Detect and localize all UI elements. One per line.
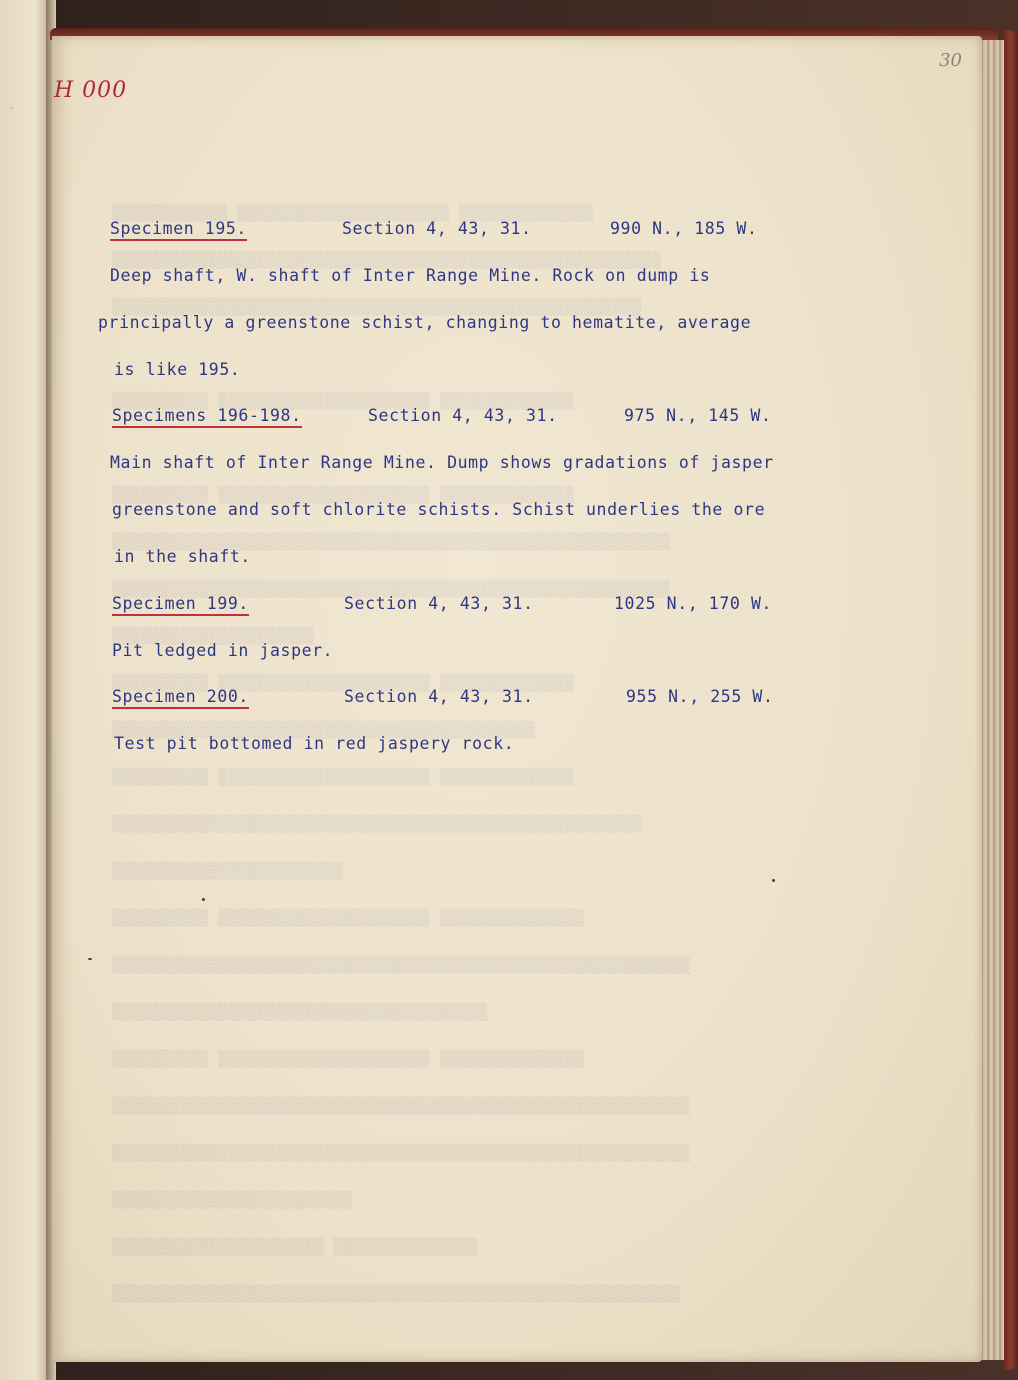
entry-heading-195 — [110, 219, 247, 241]
section-ref: Section 4, 43, 31. — [344, 687, 534, 706]
bleed-through-texture: ▒▒▒▒▒▒▒▒▒▒ ▒▒▒▒▒▒▒▒▒▒▒▒▒▒▒▒▒▒▒▒▒▒ ▒▒▒▒▒▒▒▒▒▒▒▒▒▒ — [112, 674, 575, 692]
bleed-through-texture: ▒▒▒▒▒▒▒▒▒▒▒▒▒▒▒▒▒▒▒▒▒▒▒▒▒▒▒▒▒▒▒▒▒▒▒▒▒▒▒▒▒▒▒▒▒▒▒▒▒▒▒▒▒▒▒▒▒ — [112, 251, 662, 269]
paper-speck — [88, 958, 92, 960]
bleed-through-texture: ▒▒▒▒▒▒▒▒▒▒▒▒▒▒▒▒▒▒▒▒▒▒▒▒▒▒▒▒▒▒▒▒▒▒▒▒▒▒▒▒▒▒▒▒▒▒▒▒▒▒▒▒▒▒▒ — [112, 815, 642, 833]
bleed-through-texture: ▒▒▒▒▒▒▒▒▒▒▒▒▒▒▒▒▒▒▒▒▒▒▒▒▒ — [112, 1191, 353, 1209]
description-line: Test pit bottomed in red jaspery rock. — [114, 734, 515, 753]
entry-heading-199 — [112, 594, 249, 616]
bleed-through-texture: ▒▒▒▒▒▒▒▒▒▒ ▒▒▒▒▒▒▒▒▒▒▒▒▒▒▒▒▒▒▒▒▒▒ ▒▒▒▒▒▒▒▒▒▒▒▒▒▒ — [112, 486, 575, 504]
book-binding — [1004, 30, 1018, 1370]
page-number: 30 — [939, 50, 962, 71]
bleed-through-texture: ▒▒▒▒▒▒▒▒▒▒▒▒▒▒▒▒▒▒▒▒▒▒▒▒▒▒▒▒▒▒▒▒▒▒▒▒▒▒▒▒▒▒▒▒▒▒▒▒▒▒▒▒▒▒▒▒▒▒ — [112, 580, 671, 598]
paper-speck — [772, 879, 775, 882]
bleed-through-texture: ▒▒▒▒▒▒▒▒▒▒▒▒▒▒▒▒▒▒▒▒▒▒▒▒ — [112, 862, 344, 880]
section-ref: Section 4, 43, 31. — [344, 594, 534, 613]
entry-heading-196-198 — [112, 406, 302, 428]
description-line: is like 195. — [114, 360, 241, 379]
description-line: in the shaft. — [114, 547, 251, 566]
specimen-label: Specimen 200. — [112, 687, 249, 709]
paper-speck — [202, 898, 205, 901]
bleed-through-texture: ▒▒▒▒▒▒▒▒▒▒▒▒▒▒▒▒▒▒▒▒▒▒▒▒▒▒▒▒▒▒▒▒▒▒▒▒▒▒▒▒▒▒▒▒ — [112, 721, 536, 739]
specimen-label: Specimens 196-198. — [112, 406, 302, 428]
bleed-through-texture: ▒▒▒▒▒▒▒▒▒▒▒▒▒▒▒▒▒▒▒▒▒▒▒▒▒▒▒▒▒▒▒▒▒▒▒▒▒▒▒▒▒▒▒▒▒▒▒▒▒▒▒▒▒▒▒▒▒▒▒▒ — [112, 956, 690, 974]
bleed-through-texture: ▒▒▒▒▒▒▒▒▒▒▒▒▒▒▒▒▒▒▒▒▒▒▒▒▒▒▒▒▒▒▒▒▒▒▒▒▒▒▒▒▒▒▒▒▒▒▒▒▒▒▒▒▒▒▒▒▒▒▒▒ — [112, 1097, 690, 1115]
coordinates: 955 N., 255 W. — [626, 687, 774, 706]
bleed-through-texture: ▒▒▒▒▒▒▒▒▒▒ ▒▒▒▒▒▒▒▒▒▒▒▒▒▒▒▒▒▒▒▒▒▒ ▒▒▒▒▒▒▒▒▒▒▒▒▒▒▒ — [112, 1050, 584, 1068]
coordinates: 1025 N., 170 W. — [614, 594, 773, 613]
specimen-label: Specimen 195. — [110, 219, 247, 241]
bleed-through-texture: ▒▒▒▒▒▒▒▒▒▒ ▒▒▒▒▒▒▒▒▒▒▒▒▒▒▒▒▒▒▒▒▒▒ ▒▒▒▒▒▒▒▒▒▒▒▒▒▒ — [112, 768, 575, 786]
facing-page-edge: . — [0, 0, 50, 1380]
bleed-through-texture: ▒▒▒▒▒▒▒▒▒▒▒▒▒▒▒▒▒▒▒▒▒ — [112, 627, 315, 645]
description-line: Deep shaft, W. shaft of Inter Range Mine. Rock on dump is — [110, 266, 711, 285]
bleed-through-texture: ▒▒▒▒▒▒▒▒▒▒▒▒▒▒▒▒▒▒▒▒▒▒ ▒▒▒▒▒▒▒▒▒▒▒▒▒▒▒ — [112, 1238, 479, 1256]
description-line: Main shaft of Inter Range Mine. Dump shows gradations of jasper — [110, 453, 774, 472]
description-line: Pit ledged in jasper. — [112, 641, 334, 660]
specimen-label: Specimen 199. — [112, 594, 249, 616]
notebook-page — [52, 36, 982, 1362]
section-ref: Section 4, 43, 31. — [368, 406, 558, 425]
description-line: principally a greenstone schist, changing to hematite, average — [98, 313, 752, 332]
bleed-through-texture: ▒▒▒▒▒▒▒▒▒▒▒▒▒▒▒▒▒▒▒▒▒▒▒▒▒▒▒▒▒▒▒▒▒▒▒▒▒▒▒ — [112, 1003, 488, 1021]
description-line: greenstone and soft chlorite schists. Schist underlies the ore — [112, 500, 766, 519]
section-ref: Section 4, 43, 31. — [342, 219, 532, 238]
bleed-through-texture: ▒▒▒▒▒▒▒▒▒▒▒▒▒▒▒▒▒▒▒▒▒▒▒▒▒▒▒▒▒▒▒▒▒▒▒▒▒▒▒▒▒▒▒▒▒▒▒▒▒▒▒▒▒▒▒▒▒▒▒ — [112, 1285, 681, 1303]
bleed-through-texture: ▒▒▒▒▒▒▒▒▒▒▒▒▒▒▒▒▒▒▒▒▒▒▒▒▒▒▒▒▒▒▒▒▒▒▒▒▒▒▒▒▒▒▒▒▒▒▒▒▒▒▒▒▒▒▒▒▒▒ — [112, 533, 671, 551]
bleed-through-texture: ▒▒▒▒▒▒▒▒▒▒▒▒ ▒▒▒▒▒▒▒▒▒▒▒▒▒▒▒▒▒▒▒▒▒▒ ▒▒▒▒▒▒▒▒▒▒▒▒▒▒ — [112, 204, 594, 222]
entry-heading-200 — [112, 687, 249, 709]
bleed-through-texture: ▒▒▒▒▒▒▒▒▒▒ ▒▒▒▒▒▒▒▒▒▒▒▒▒▒▒▒▒▒▒▒▒▒ ▒▒▒▒▒▒▒▒▒▒▒▒▒▒▒ — [112, 909, 584, 927]
bleed-through-texture: ▒▒▒▒▒▒▒▒▒▒▒▒▒▒▒▒▒▒▒▒▒▒▒▒▒▒▒▒▒▒▒▒▒▒▒▒▒▒▒▒▒▒▒▒▒▒▒▒▒▒▒▒▒▒▒▒▒▒▒▒ — [112, 1144, 690, 1162]
handwritten-catalog-id: H 000 — [54, 78, 128, 103]
bleed-through-texture: ▒▒▒▒▒▒▒▒▒▒▒▒▒▒▒▒▒▒▒▒▒▒▒▒▒▒▒▒▒▒▒▒▒▒▒▒▒▒▒▒▒▒▒▒▒▒▒▒▒▒▒▒▒▒▒ — [112, 298, 642, 316]
coordinates: 975 N., 145 W. — [624, 406, 772, 425]
coordinates: 990 N., 185 W. — [610, 219, 758, 238]
bleed-through-texture: ▒▒▒▒▒▒▒▒▒▒ ▒▒▒▒▒▒▒▒▒▒▒▒▒▒▒▒▒▒▒▒▒▒ ▒▒▒▒▒▒▒▒▒▒▒▒▒▒ — [112, 392, 575, 410]
